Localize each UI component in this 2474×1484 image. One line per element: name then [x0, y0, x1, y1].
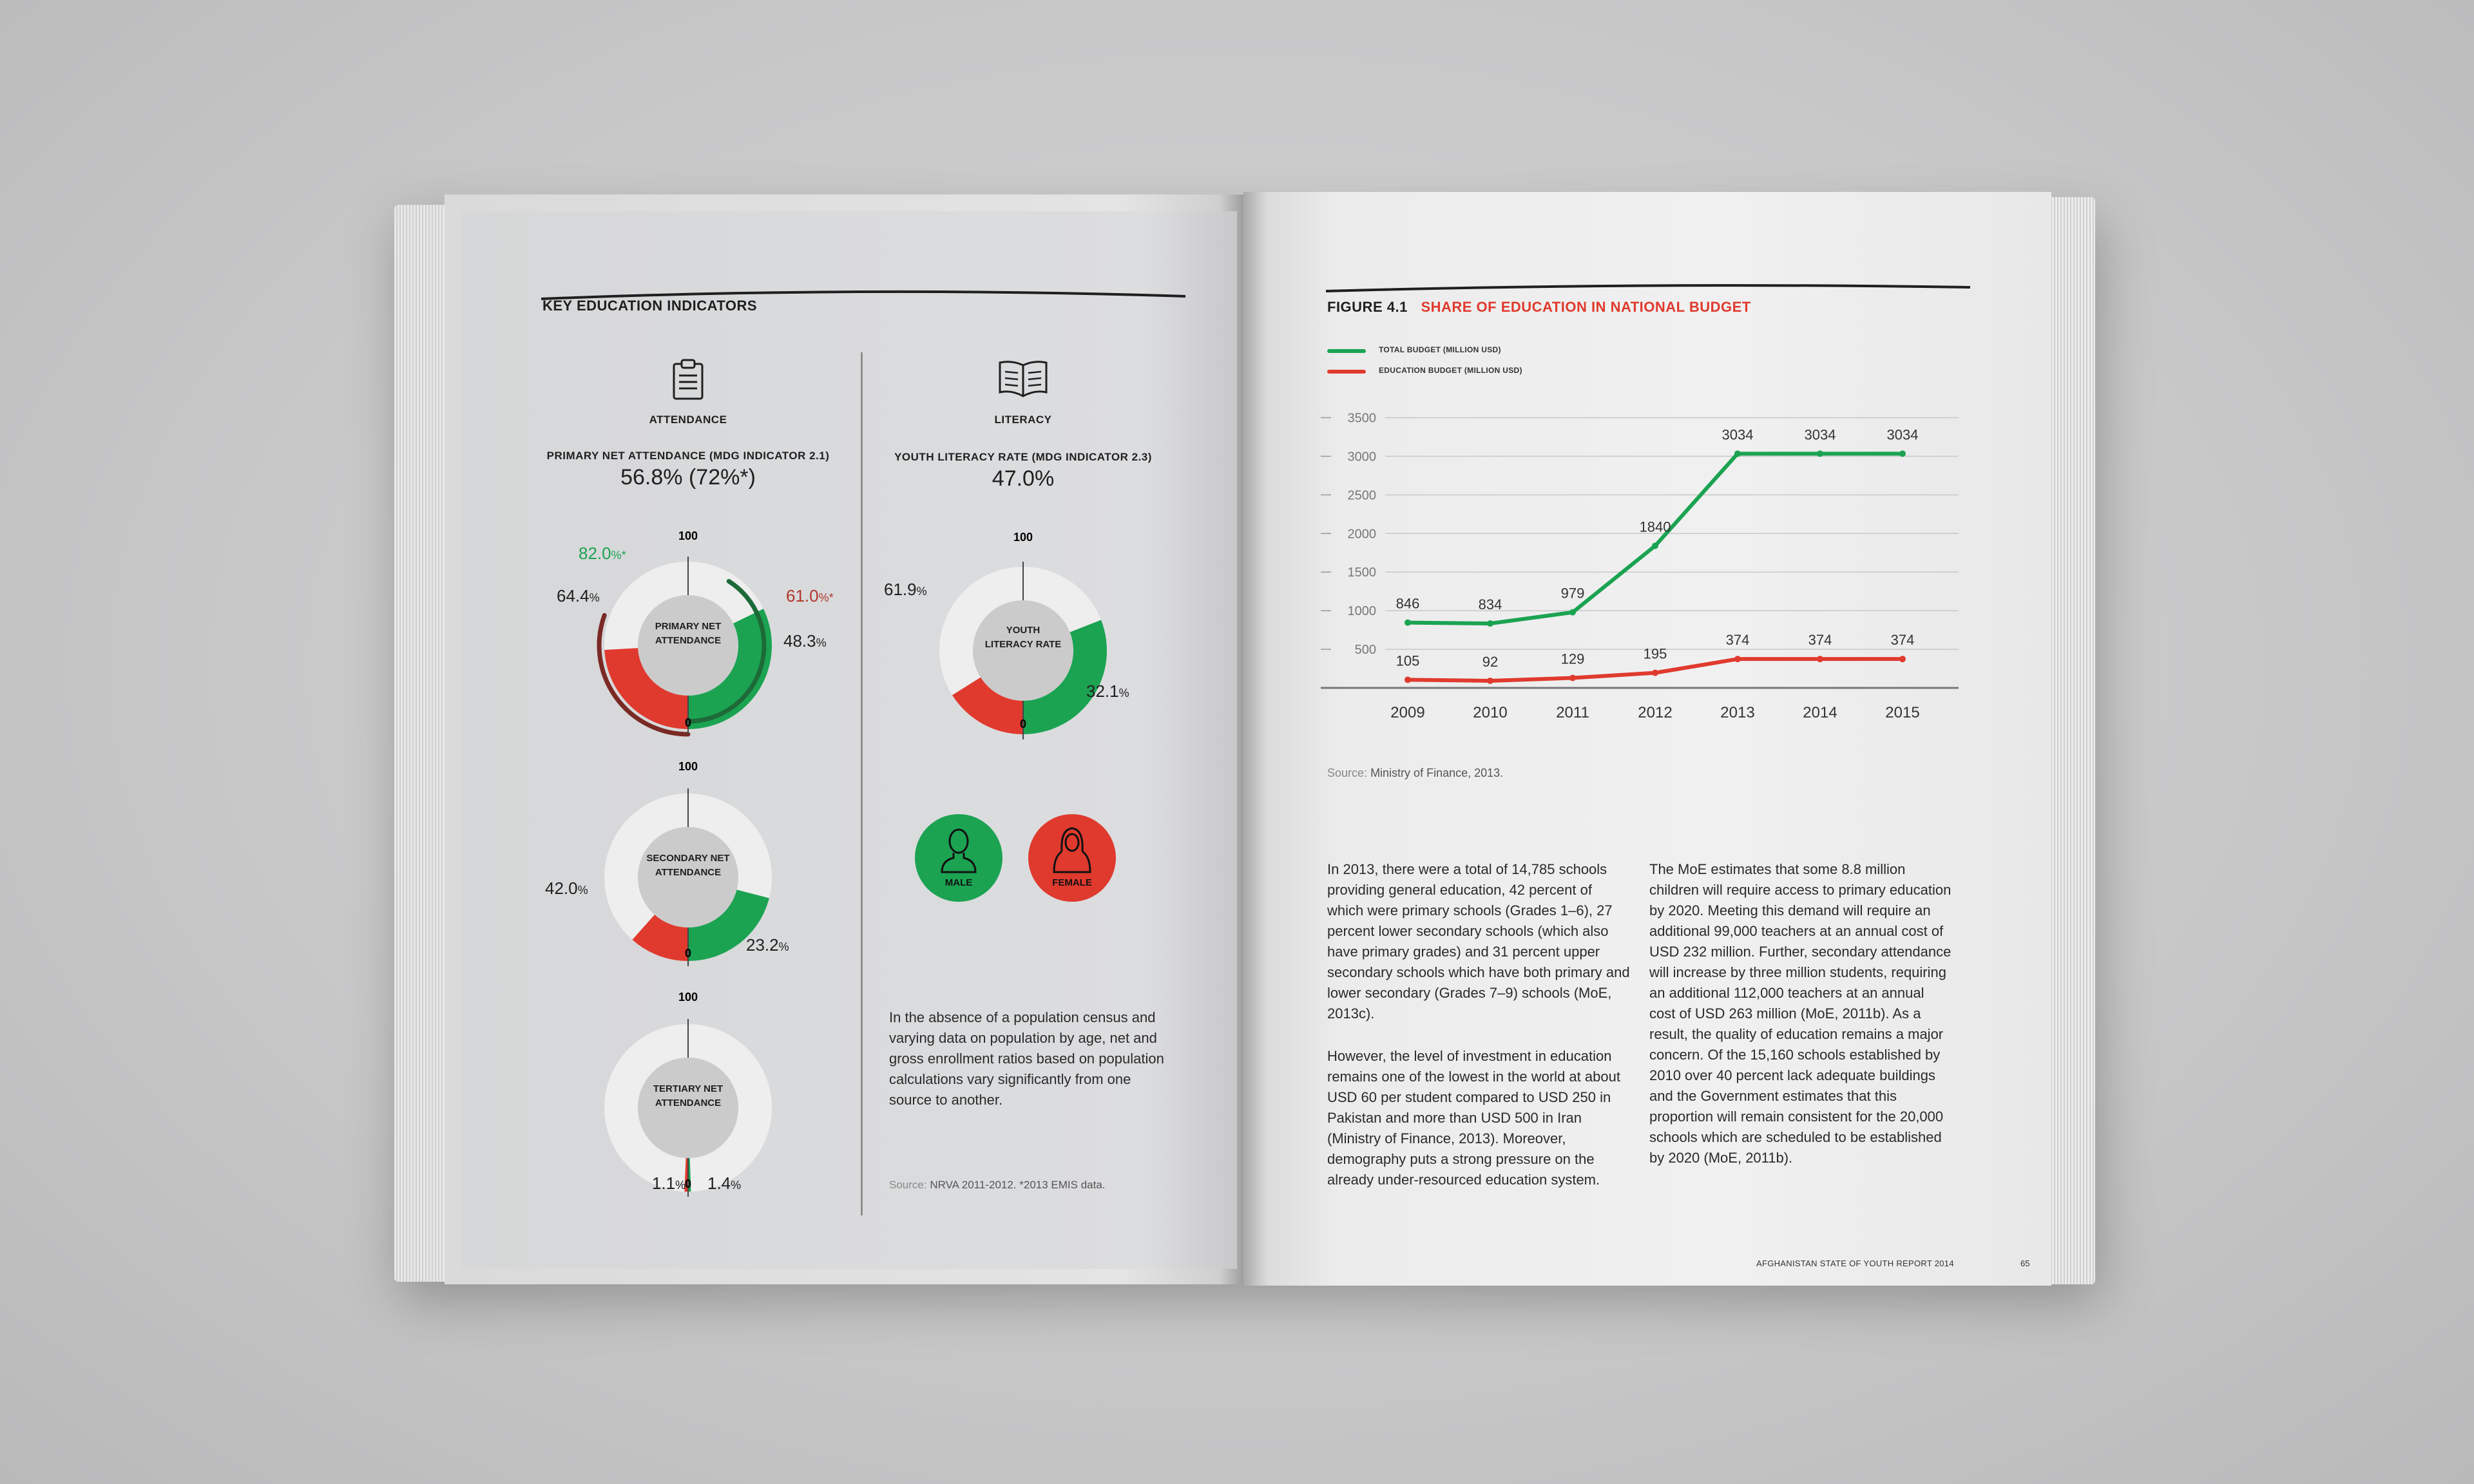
primary-female-emis-value: 61.0%* [786, 586, 834, 605]
data-point [1569, 675, 1576, 681]
literacy-top-tick: 100 [1013, 531, 1033, 544]
legend-swatch-total [1327, 349, 1366, 353]
footer-title: AFGHANISTAN STATE OF YOUTH REPORT 2014 [1756, 1259, 1954, 1268]
xtick-label: 2015 [1885, 704, 1920, 721]
left-page-stack [394, 205, 452, 1282]
right-page-stack [2047, 197, 2095, 1284]
data-point [1487, 678, 1493, 684]
literacy-value: 47.0% [992, 466, 1055, 491]
tertiary-ring-label: TERTIARY NET ATTENDANCE [653, 1083, 724, 1108]
figure-header [1327, 299, 1751, 316]
secondary-bottom-tick: 0 [684, 947, 691, 960]
primary-bottom-tick: 0 [684, 716, 691, 729]
data-label: 374 [1725, 632, 1750, 649]
data-point [1899, 450, 1906, 457]
ytick-label: 2000 [1347, 527, 1376, 542]
data-label: 3034 [1804, 426, 1836, 443]
attendance-indicator: PRIMARY NET ATTENDANCE (MDG INDICATOR 2.1) [546, 450, 830, 462]
female-badge [1028, 814, 1116, 902]
tertiary-top-tick: 100 [678, 991, 698, 1004]
primary-female-value: 48.3% [783, 631, 827, 651]
attendance-value: 56.8% (72%*) [620, 465, 756, 490]
section-title: KEY EDUCATION INDICATORS [542, 298, 758, 314]
ytick-label: 500 [1354, 643, 1376, 658]
ytick-label: 2500 [1347, 488, 1376, 503]
figure-title: SHARE OF EDUCATION IN NATIONAL BUDGET [1421, 299, 1751, 315]
data-point [1734, 656, 1741, 662]
figure-label: FIGURE 4.1 [1327, 299, 1408, 315]
data-point [1405, 676, 1411, 683]
ytick-label: 1000 [1347, 604, 1376, 619]
secondary-top-tick: 100 [678, 760, 698, 773]
primary-male-value: 64.4% [557, 586, 600, 605]
secondary-male-value: 42.0% [545, 879, 588, 898]
left-page [445, 195, 1243, 1284]
data-point [1652, 542, 1658, 549]
attendance-caption: ATTENDANCE [649, 414, 727, 426]
tertiary-female-value: 1.4% [707, 1174, 742, 1193]
data-label: 834 [1478, 596, 1502, 613]
column-divider [861, 352, 863, 1215]
legend-label-education: EDUCATION BUDGET (MILLION USD) [1379, 366, 1522, 375]
xtick-label: 2010 [1473, 704, 1508, 721]
data-point [1817, 656, 1823, 662]
xtick-label: 2011 [1556, 704, 1589, 721]
data-label: 129 [1560, 651, 1585, 667]
data-label: 195 [1643, 645, 1667, 662]
xtick-label: 2009 [1390, 704, 1425, 721]
budget-line-chart [1321, 404, 1971, 739]
female-person-icon [1051, 826, 1093, 875]
xtick-label: 2013 [1720, 704, 1755, 721]
paragraph-moe-estimates: The MoE estimates that some 8.8 million children will require access to primary education by 2020. Meeting this demand will require an additional 99,000 teachers at an annual cost of USD 232 million. Further, secondary attendance will increase by three million students, requiring an additional 112,000 teachers at an annual cost of USD 263 million (MoE, 2011b). As a result, the quality of education remains a major concern. Of the 15,160 schools established by 2010 over 40 percent lack adequate buildings and the Government estimates that this proportion will remain consistent for the 20,000 schools which are scheduled to be established by 2020 (MoE, 2011b). [1649, 861, 1951, 1166]
secondary-ring-label: SECONDARY NET ATTENDANCE [646, 853, 730, 878]
data-label: 92 [1482, 653, 1499, 670]
xtick-label: 2012 [1638, 704, 1673, 721]
page-number: 65 [2020, 1259, 2030, 1268]
figure-header-rule [1326, 281, 1970, 296]
paragraph-schools: In 2013, there were a total of 14,785 schools providing general education, 42 percent of which were primary schools (Grades 1–6), 27 percent lower secondary schools (which also have primary grades) and 31 percent upper secondary schools which have both primary and lower secondary (Grades 7–9) schools (MoE, 2013c). [1327, 861, 1630, 1022]
right-page [1243, 192, 2051, 1286]
literacy-ring-label: YOUTH LITERACY RATE [984, 625, 1062, 650]
ytick-label: 3500 [1347, 411, 1376, 426]
tertiary-male-value: 1.1% [652, 1174, 686, 1193]
legend-swatch-education [1327, 370, 1366, 374]
secondary-female-value: 23.2% [746, 935, 789, 955]
ytick-label: 1500 [1347, 566, 1376, 580]
literacy-male-value: 61.9% [884, 580, 927, 599]
data-point [1569, 609, 1576, 616]
data-label: 846 [1395, 595, 1420, 612]
data-point [1652, 670, 1658, 676]
data-label: 105 [1395, 652, 1420, 669]
legend-label-total: TOTAL BUDGET (MILLION USD) [1379, 345, 1501, 354]
data-label: 3034 [1721, 426, 1754, 443]
literacy-female-value: 32.1% [1086, 681, 1129, 701]
literacy-caption: LITERACY [994, 414, 1052, 426]
population-note: In the absence of a population census and varying data on population by age, net and gross enrollment ratios based on population calculations vary significantly from one source to another. [889, 1009, 1164, 1108]
primary-ring-label: PRIMARY NET ATTENDANCE [655, 621, 722, 646]
primary-male-emis-value: 82.0%* [579, 544, 626, 563]
xtick-label: 2014 [1803, 704, 1837, 721]
clipboard-icon [671, 359, 705, 401]
data-label: 374 [1890, 632, 1915, 649]
literacy-indicator: YOUTH LITERACY RATE (MDG INDICATOR 2.3) [894, 451, 1152, 463]
open-book-icon [997, 359, 1049, 399]
ytick-label: 3000 [1347, 450, 1376, 464]
data-point [1487, 620, 1493, 627]
paragraph-investment: However, the level of investment in education remains one of the lowest in the world at about USD 60 per student compared to USD 250 in Pakistan and more than USD 500 in Iran (Ministry of Finance, 2013). Moreover, demography puts a strong pressure on the already under-resourced education system. [1327, 1048, 1620, 1188]
female-label: FEMALE [1052, 877, 1092, 888]
tertiary-bottom-tick: 0 [684, 1177, 691, 1190]
male-person-icon [939, 827, 978, 873]
data-label: 374 [1808, 632, 1832, 649]
male-badge [915, 814, 1002, 902]
data-point [1405, 620, 1411, 626]
data-point [1899, 656, 1906, 662]
data-point [1734, 450, 1741, 457]
left-source: Source: NRVA 2011-2012. *2013 EMIS data. [889, 1179, 1106, 1191]
data-label: 979 [1560, 585, 1585, 602]
male-label: MALE [945, 877, 973, 888]
literacy-bottom-tick: 0 [1019, 718, 1026, 730]
primary-top-tick: 100 [678, 529, 698, 542]
data-label: 1840 [1639, 518, 1671, 535]
data-point [1817, 450, 1823, 457]
data-label: 3034 [1886, 426, 1919, 443]
chart-source: Source: Ministry of Finance, 2013. [1327, 766, 1504, 779]
